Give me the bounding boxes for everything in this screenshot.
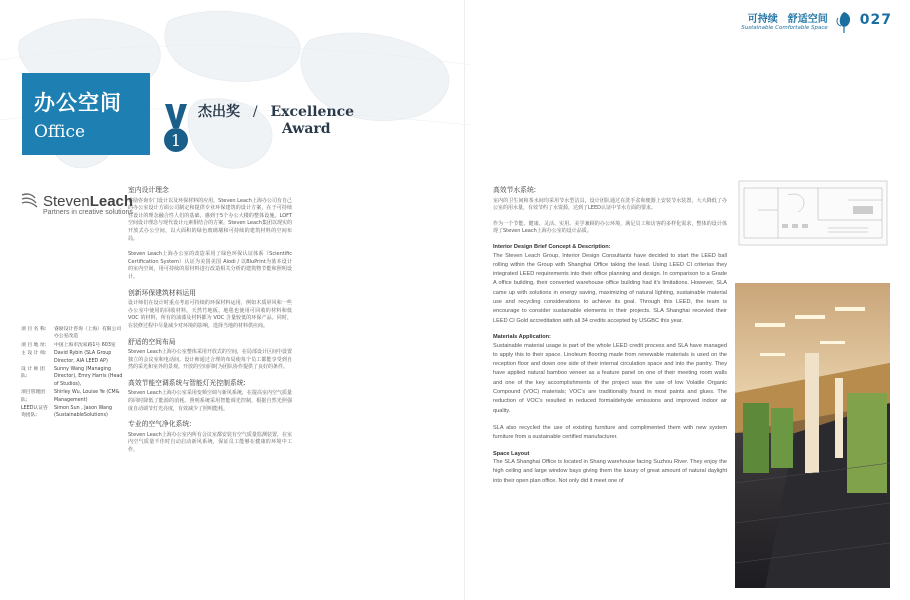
award-text-en-1: Excellence: [270, 104, 355, 120]
article-paragraph: 室内的卫生间和茶水间均采用节水型洁具，设计团队通过在洗手盆和便器上安装节水装置，大大降低了办公室的用水量，有效节约了水资源，达到了LEED认证中节水方面的要求。: [493, 197, 727, 212]
award-title: [198, 101, 354, 137]
article-paragraph-en: The Steven Leach Group, Interior Design Consultants have decided to start the LEED ball rolling within the Group with Shanghai Office taking the lead. Using LEED CI criterias they integrated LEED requirements into their office planning and design. In comparison to a Grade A office building, their converted warehouse office building had it's limitations. However, SLA came up with solutions in energy saving, maximizing of natural lighting, sustainable material use and recycling considerations to achieve its goal. Through this LEED, the team is encourage to consider sustainable elements in their projects. SLA Shanghai recevied their LEED CI Gold accreditation with all 34 credits accepted by USGBC this year.: [493, 252, 727, 324]
award-separator: /: [252, 104, 258, 120]
info-label: 项 目 地 址:: [21, 342, 47, 348]
article-heading-en: Interior Design Brief Concept & Description:: [493, 243, 611, 250]
section-title-en: Office: [34, 122, 86, 142]
office-interior-photo: [735, 283, 890, 588]
series-brand: [741, 10, 827, 31]
steven-leach-logo-icon: [21, 192, 39, 210]
info-label: 设 计 师 团 队:: [21, 367, 45, 380]
article-paragraph-en: Sustainable material usage is part of the whole LEED credit process and SLA have managed to apply this to their space. Linoleum flooring made from renewable materials is used on the reception floor and down one side of their internal circulation space and into the pantry. They have applied natural bamboo veneer as a feature panel on one of their meeting room walls and one of the key accomplishments of the project was the use of low Volatile Organic Compound (VOC) materials; VOC's are traditionally found in most paints and glues. The reduction of VOC's resulted in reduced formaldehyde emissions and improved indoor air quality.: [493, 342, 727, 414]
logo-tagline: Partners in creative solutions: [43, 209, 133, 216]
article-heading: 创新环保建筑材料运用: [128, 288, 196, 297]
page-number: 027: [859, 12, 892, 28]
leaf-icon: [834, 10, 854, 34]
article-heading: 室内设计理念: [128, 186, 169, 194]
article-heading-en: Materials Application:: [493, 333, 551, 340]
info-row: [21, 389, 125, 404]
article-paragraph-en: SLA also recycled the use of existing furniture and complimented them with new system furniture from a sustainable certified manufacturer.: [493, 424, 727, 441]
article-heading: 舒适的空间布局: [128, 337, 176, 346]
info-value: Sunny Wang (Managing Director), Emry Harris (Head of Studios),: [54, 367, 123, 387]
brand-cn-2: 舒适空间: [787, 14, 828, 25]
article-paragraph: Steven Leach上海办公室的改造采用了绿色环保认证体系（Scientific Certification System）认证为美国美国 Alodi / 以BluPrint为蓝本设计的室内空间，用可持续的原材料进行改造相关分析的建筑物节能和照明设计。: [128, 251, 292, 280]
article-heading-en: Space Layout: [493, 450, 530, 457]
article-paragraph: Steven Leach上海办公室整体采用开放式的空间，在局部设计区间中设置独立的会议室和电话间。设计师通过合理的布局使每个员工都能享受到自然的采光和室外的景观。开放的空间同时为团队协作提供了良好的条件。: [128, 349, 292, 371]
article-heading: 专业的空气净化系统:: [128, 420, 192, 429]
info-label: LEED认证咨询团队:: [21, 406, 48, 419]
logo-wordmark: [43, 193, 133, 210]
section-title-cn: 办公空间: [34, 90, 122, 115]
info-row: [21, 342, 125, 349]
spread-gutter: [464, 0, 465, 600]
info-label: 主 设 计 师:: [21, 351, 47, 357]
article-paragraph: Steven Leach上海办公室内所有会议室都安装有空气质量监测装置，在室内空气质量不佳时自动启动新风系统，保证员工能够在健康的环境中工作。: [128, 431, 292, 454]
floor-plan-drawing: [738, 180, 888, 246]
brand-en: Sustainable Comfortable Space: [741, 25, 828, 31]
info-value: Shirley Wu, Louise Ye (CM& Management): [54, 390, 120, 403]
award-medal-icon: [162, 102, 190, 158]
article-heading: 高效节水系统:: [493, 186, 537, 194]
logo-name-2: Leach: [89, 192, 134, 210]
article-paragraph: 睿励咨询专门设计以及环保材料的应用。Steven Leach上海办公司有自己的办公室设计方面公司制定和提供专业环保建筑的设计方案，在于可持续性设计的理念融合性人们的基础，感到于5个办公大楼的整体设施。LOFT空间设计理念与现代设计元素相结合的方案，Steven Leach集团以现实的开放式办公空间，以大面积的绿色玻璃墙和可持续的建筑材料的空间布局。: [128, 197, 292, 242]
project-info: [21, 326, 125, 421]
info-value: Simon Sun , Jason Wang (SustainableSolutions): [54, 406, 113, 419]
award-text-cn: 杰出奖: [198, 104, 240, 120]
info-value: David Rybin (SLA Group Director, AIA LEED AP): [54, 351, 112, 364]
article-paragraph: Steven Leach上海办公室采用变频空调与新风系统，在提高室内空气质量的同时降低了能源的消耗。照明系统采用智能调光控制，根据自然光照强度自动调节灯光亮度，有效减少了照明能耗。: [128, 390, 292, 412]
article-heading: 高效节能空调系统与智能灯光控制系统:: [128, 378, 246, 387]
brand-cn-1: 可持续: [747, 14, 778, 25]
article-paragraph: 设计师们在设计时重点考虑可持续的环保材料运用，例如木质屏风和一些办公室中使用的回收材料。天然竹地板、地毯也使用可回收的材料和低 VOC 的材料，所有的油漆及材料都为 VOC 含量较低的环保产品。同时，在装修过程中尽量减少对环境的影响，选择当地的材料供应商。: [128, 300, 292, 329]
logo-name-1: Steven: [43, 192, 90, 210]
info-label: 项 目 名 称:: [21, 327, 47, 332]
info-row: [21, 350, 125, 365]
article-column-2: [493, 187, 727, 494]
info-row: [21, 366, 125, 388]
company-logo: [21, 192, 133, 210]
award-number: 1: [170, 131, 182, 150]
page-header: [741, 10, 892, 34]
article-paragraph-en: The SLA Shanghai Office is located in Shang warehouse facing Suzhou River. They enjoy the high ceiling and large window bays giving them the luxury of great amount of natural daylight into their open plan office. Not only did it meet one of: [493, 459, 727, 484]
info-value: 睿励设计咨询（上海）有限公司办公室改造: [54, 327, 122, 340]
info-row: [21, 326, 125, 341]
info-value: 中国上海市沈家路1号 603室: [54, 342, 116, 348]
section-title-block: [22, 73, 150, 155]
award-text-en-2: Award: [282, 121, 331, 137]
article-paragraph: 作为一个节能、健康、灵活、实用、美学兼顾的办公环境，满足员工和访客的多样化需求，整体的设计体现了Steven Leach上海办公室的设计品质。: [493, 220, 727, 235]
info-row: [21, 405, 125, 420]
info-label: 项目管理团队:: [21, 390, 45, 403]
article-en-part: [493, 244, 727, 486]
article-cn-part: [493, 187, 727, 236]
article-column-cn: [128, 187, 292, 463]
